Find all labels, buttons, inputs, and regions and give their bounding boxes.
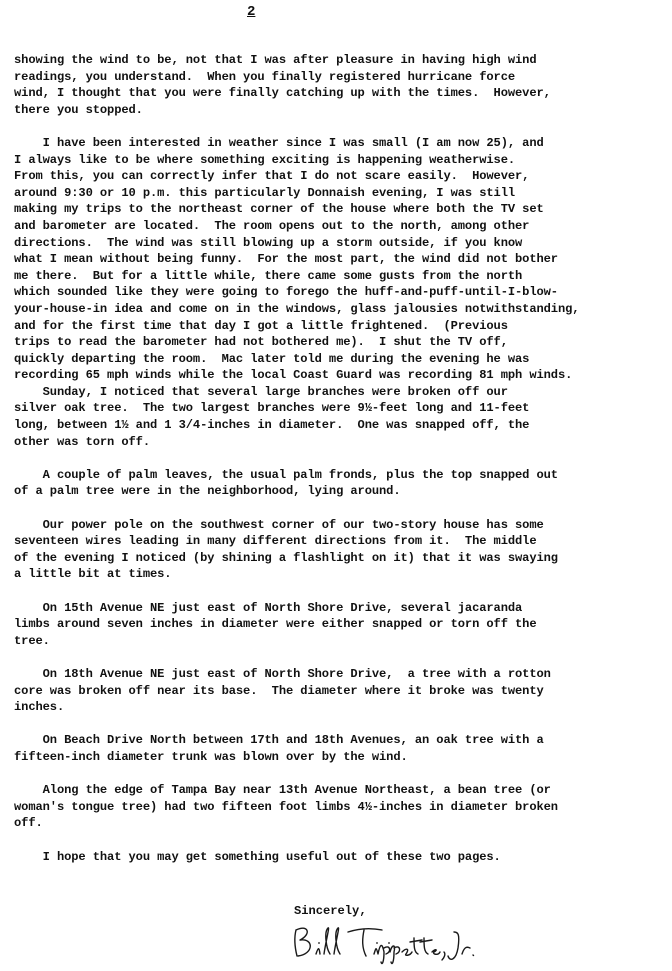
paragraph-9 — [14, 782, 672, 832]
signature-drawing — [286, 918, 476, 966]
text-line: your-house-in idea and come on in the windows, glass jalousies notwithstanding, — [14, 301, 580, 316]
paragraph-2 — [14, 135, 672, 384]
text-line: trips to read the barometer had not bothered me). I shut the TV off, — [14, 335, 508, 350]
text-line: around 9:30 or 10 p.m. this particularly Donnaish evening, I was still — [14, 185, 516, 200]
text-line: me there. But for a little while, there came some gusts from the north — [14, 268, 523, 283]
text-line: A couple of palm leaves, the usual palm fronds, plus the top snapped out — [14, 467, 558, 482]
text-line: making my trips to the northeast corner of the house where both the TV set — [14, 202, 544, 217]
text-line: which sounded like they were going to forego the huff-and-puff-until-I-blow- — [14, 285, 558, 300]
paragraph-4 — [14, 467, 672, 500]
text-line: and for the first time that day I got a little frightened. (Previous — [14, 318, 508, 333]
text-line: showing the wind to be, not that I was after pleasure in having high wind — [14, 53, 537, 67]
text-line: of a palm tree were in the neighborhood, lying around. — [14, 484, 401, 499]
closing-salutation: Sincerely, — [294, 904, 367, 918]
text-line: inches. — [14, 700, 65, 715]
text-line: there you stopped. — [14, 102, 143, 117]
text-line: long, between 1½ and 1 3/4-inches in diameter. One was snapped off, the — [14, 418, 530, 433]
paragraph-1 — [14, 52, 672, 118]
text-line: I hope that you may get something useful out of these two pages. — [14, 849, 501, 864]
paragraph-3 — [14, 384, 672, 450]
text-line: woman's tongue tree) had two fifteen foot limbs 4½-inches in diameter broken — [14, 799, 558, 814]
text-line: wind, I thought that you were finally catching up with the times. However, — [14, 86, 551, 101]
text-line: tree. — [14, 633, 50, 648]
text-line: I have been interested in weather since I was small (I am now 25), and — [14, 135, 544, 150]
text-line: of the evening I noticed (by shining a flashlight on it) that it was swaying — [14, 550, 558, 565]
text-line: a little bit at times. — [14, 567, 172, 582]
text-line: From this, you can correctly infer that I do not scare easily. However, — [14, 169, 530, 184]
handwritten-signature — [286, 918, 476, 971]
paragraph-5 — [14, 517, 672, 583]
paragraph-7 — [14, 666, 672, 716]
text-line: On 15th Avenue NE just east of North Shore Drive, several jacaranda — [14, 600, 523, 615]
text-line: recording 65 mph winds while the local Coast Guard was recording 81 mph winds. — [14, 368, 573, 383]
paragraph-8 — [14, 732, 672, 765]
text-line: quickly departing the room. Mac later told me during the evening he was — [14, 351, 530, 366]
paragraph-10 — [14, 849, 672, 866]
text-line: Our power pole on the southwest corner of our two-story house has some — [14, 517, 544, 532]
page-number: 2 — [247, 4, 256, 20]
text-line: Along the edge of Tampa Bay near 13th Avenue Northeast, a bean tree (or — [14, 783, 551, 798]
text-line: Sunday, I noticed that several large branches were broken off our — [14, 384, 508, 399]
text-line: off. — [14, 816, 43, 831]
text-line: fifteen-inch diameter trunk was blown over by the wind. — [14, 749, 408, 764]
text-line: core was broken off near its base. The diameter where it broke was twenty — [14, 683, 544, 698]
text-line: limbs around seven inches in diameter were either snapped or torn off the — [14, 617, 537, 632]
letter-body — [14, 52, 672, 865]
text-line: what I mean without being funny. For the most part, the wind did not bother — [14, 252, 558, 267]
text-line: readings, you understand. When you finally registered hurricane force — [14, 69, 516, 84]
text-line: On 18th Avenue NE just east of North Shore Drive, a tree with a rotton — [14, 666, 551, 681]
text-line: silver oak tree. The two largest branches were 9½-feet long and 11-feet — [14, 401, 530, 416]
text-line: On Beach Drive North between 17th and 18th Avenues, an oak tree with a — [14, 733, 544, 748]
text-line: and barometer are located. The room opens out to the north, among other — [14, 218, 530, 233]
text-line: I always like to be where something exciting is happening weatherwise. — [14, 152, 516, 167]
text-line: directions. The wind was still blowing up a storm outside, if you know — [14, 235, 523, 250]
paragraph-6 — [14, 600, 672, 650]
text-line: seventeen wires leading in many different directions from it. The middle — [14, 534, 537, 549]
text-line: other was torn off. — [14, 434, 150, 449]
